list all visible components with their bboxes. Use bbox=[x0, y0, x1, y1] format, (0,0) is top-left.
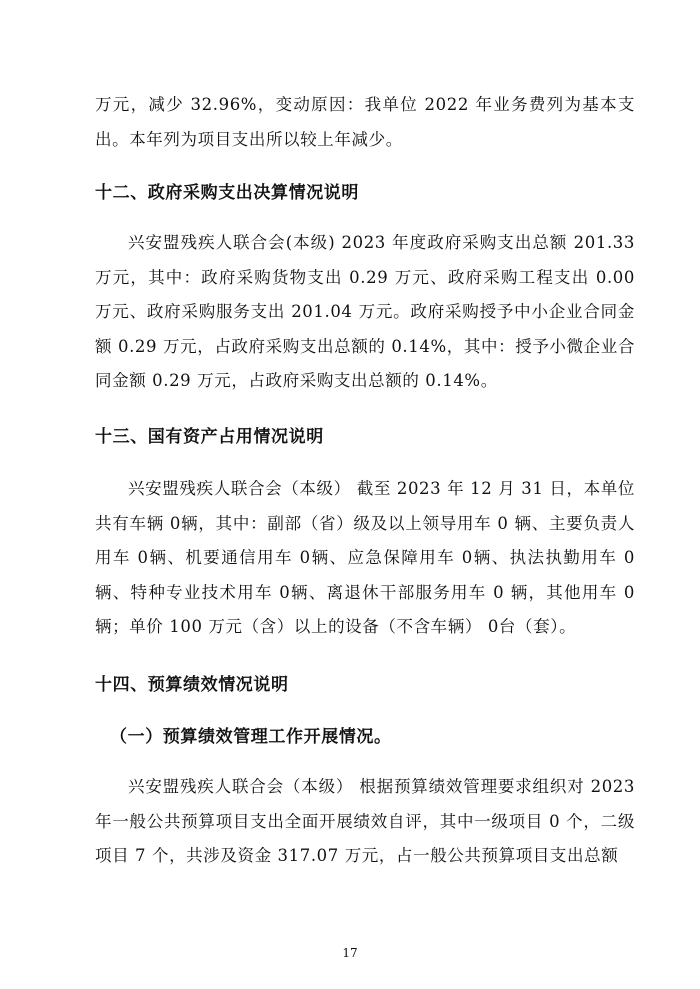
heading-government-procurement: 十二、政府采购支出决算情况说明 bbox=[95, 183, 359, 203]
paragraph-budget-change: 万元，减少 32.96%，变动原因：我单位 2022 年业务费列为基本支出。本年列为项目支出所以较上年减少。 bbox=[95, 95, 635, 149]
heading-budget-performance: 十四、预算绩效情况说明 bbox=[95, 675, 289, 695]
subheading-performance-management: （一）预算绩效管理工作开展情况。 bbox=[110, 727, 392, 747]
paragraph-state-assets: 兴安盟残疾人联合会（本级） 截至 2023 年 12 月 31 日，本单位共有车辆 0辆，其中：副部（省）级及以上领导用车 0 辆、主要负责人用车 0辆、机要通信用车 0辆、应急保障用车 0辆、执法执勤用车 0辆、特种专业技术用车 0辆、离退休干部服务用车 0 辆，其他用车 0 辆；单价 100 万元（含）以上的设备（不含车辆） 0台（套）。 bbox=[95, 479, 635, 636]
page-number: 17 bbox=[342, 946, 358, 960]
paragraph-government-procurement: 兴安盟残疾人联合会(本级) 2023 年度政府采购支出总额 201.33 万元，其中：政府采购货物支出 0.29 万元、政府采购工程支出 0.00 万元、政府采购服务支出 201.04 万元。政府采购授予中小企业合同金额 0.29 万元，占政府采购支出总额的 0.14%，其中：授予小微企业合同金额 0.29 万元，占政府采购支出总额的 0.14%。 bbox=[95, 233, 635, 390]
heading-state-assets: 十三、国有资产占用情况说明 bbox=[95, 427, 324, 447]
paragraph-performance-management: 兴安盟残疾人联合会（本级） 根据预算绩效管理要求组织对 2023 年一般公共预算项目支出全面开展绩效自评，其中一级项目 0 个，二级项目 7 个，共涉及资金 317.07 万元，占一般公共预算项目支出总额 bbox=[95, 777, 635, 865]
